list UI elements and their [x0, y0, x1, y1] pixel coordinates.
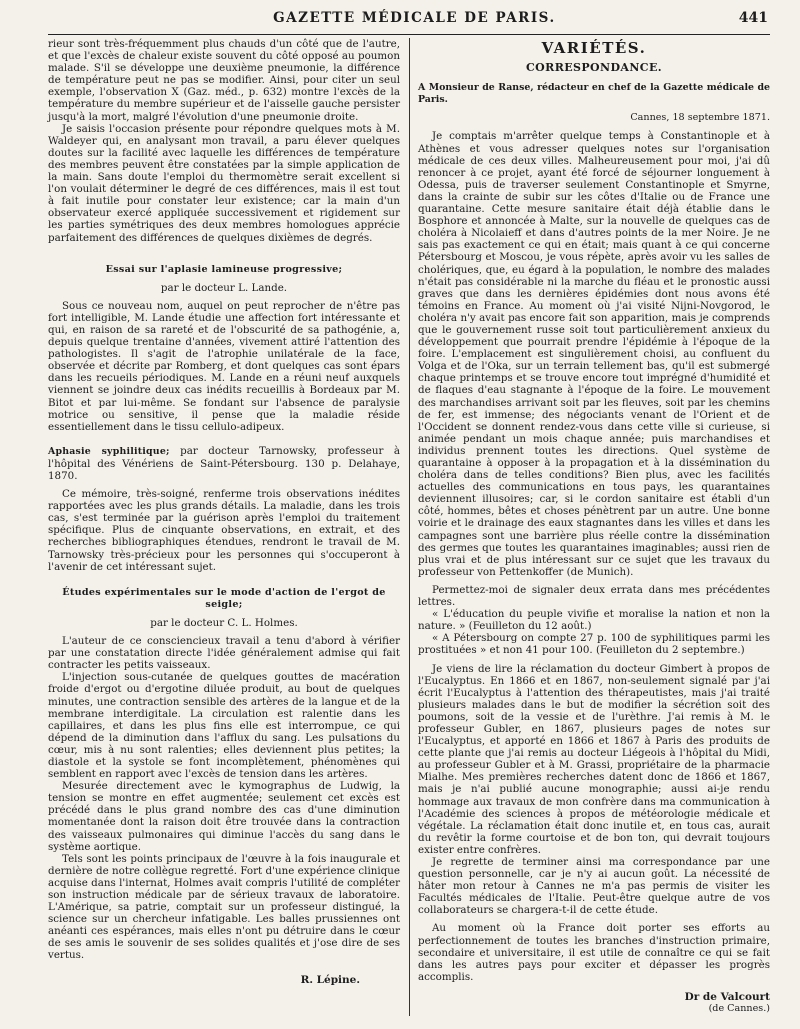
paragraph: rieur sont très-fréquemment plus chauds d'un côté que de l'autre, et que l'excès de chaleur existe souvent du côté opposé au poumon malade. S'il se développe une deuxième pneumonie, la différence de température peut ne pas se modifier. Ainsi, pour citer un seul exemple, l'observation X (Gaz. méd., p. 632) montre l'excès de la température du membre supérieur et de l'aisselle gauche persister jusqu'à la mort, malgré l'évolution d'une pneumonie droite. [48, 38, 400, 123]
paragraph: Je viens de lire la réclamation du docteur Gimbert à propos de l'Eucalyptus. En 1866 et en 1867, non-seulement signalé par j'ai écrit l'Eucalyptus à l'attention des thérapeutistes, mais j'ai traité plusieurs malades dans le but de modifier la sécrétion soit des poumons, soit de la vessie et de l'urèthre. J'ai remis à M. le professeur Gubler, en 1867, plusieurs pages de notes sur l'Eucalyptus, et apporté en 1866 et 1867 à Paris des produits de cette plante que j'ai remis au docteur Liégeois à l'hôpital du Midi, au professeur Gubler et à M. Grassi, propriétaire de la pharmacie Mialhe. Mes premières recherches datent donc de 1866 et 1867, mais je n'ai publié aucune monographie; aussi ai-je rendu hommage aux travaux de mon confrère dans ma communication à l'Académie des sciences à propos de météorologie médicale et végétale. La réclamation était donc inutile et, en tous cas, aurait du revêtir la forme courtoise et de bon ton, qui devrait toujours exister entre confrères. [418, 662, 770, 856]
paragraph: Permettez-moi de signaler deux errata dans mes précédentes lettres. [418, 583, 770, 609]
letter-signature: Dr de Valcourt [684, 990, 770, 1003]
review-author: par le docteur L. Lande. [160, 281, 288, 294]
paragraph: Je saisis l'occasion présente pour répondre quelques mots à M. Waldeyer qui, en analysant mon travail, a paru élever quelques doutes sur la facilité avec laquelle les différences de température des membres peuvent être constatées par la simple application de la main. Sans doute l'emploi du thermomètre serait excellent si l'on voulait déterminer le degré de ces différences, mais il est tout à fait inutile pour constater leur existence; car la main d'un observateur exercé appliquée successivement et rigidement sur les parties symétriques des deux membres homologues apprécie parfaitement des différences de quelques dixièmes de degrés. [48, 122, 400, 244]
author-signature: R. Lépine. [300, 973, 360, 986]
letter-location: (de Cannes.) [708, 1003, 770, 1015]
paragraph: « A Pétersbourg on compte 27 p. 100 de syphilitiques parmi les prostituées » et non 41 pour 100. (Feuilleton du 2 septembre.) [418, 632, 770, 657]
journal-title: GAZETTE MÉDICALE DE PARIS. [273, 10, 556, 26]
subsection-title: CORRESPONDANCE. [526, 61, 662, 75]
review-title: Aphasie syphilitique; [48, 445, 170, 457]
section-title: VARIÉTÉS. [541, 39, 647, 57]
paragraph: Tels sont les points principaux de l'œuvre à la fois inaugurale et dernière de notre collègue regretté. Fort d'une expérience clinique acquise dans l'internat, Holmes avait compris l'utilité de compléter son instruction médicale par de sérieux travaux de laboratoire. L'Amérique, sa patrie, comptait sur un professeur distingué, la science sur un chercheur infatigable. Les balles prussiennes ont anéanti ces espérances, mais elles n'ont pu détruire dans le cœur de ses amis le souvenir de ses solides qualités et j'ose dire de ses vertus. [48, 852, 400, 962]
paragraph: Je regrette de terminer ainsi ma correspondance par une question personnelle, car je n'y ai aucun goût. La nécessité de hâter mon retour à Cannes ne m'a pas permis de visiter les Facultés médicales de l'Italie. Peut-être quelque autre de vos collaborateurs se chargera-t-il de cette étude. [418, 856, 770, 917]
paragraph: Je comptais m'arrêter quelque temps à Constantinople et à Athènes et vous adresser quelques notes sur l'organisation médicale de ces deux villes. Malheureusement pour moi, j'ai dû renoncer à ce projet, ayant été forcé de séjourner longuement à Odessa, puis de traverser seulement Constantinople et Smyrne, dans la crainte de subir sur les côtes d'Italie ou de France une quarantaine. Cette mesure sanitaire était déjà établie dans le Bosphore et annoncée à Malte, sur la nouvelle de quelques cas de choléra à Nicolaieff et dans d'autres points de la mer Noire. Je ne sais pas exactement ce qui en était; mais quant à ce qui concerne Pétersbourg et Moscou, je vous répète, après avoir vu les salles de cholériques, que, eu égard à la population, le nombre des malades n'était pas considérable ni la marche du fléau et le pronostic aussi graves que dans les dernières épidémies dont nous avons été témoins en France. Au moment où j'ai visité Nijni-Novgorod, le choléra n'y avait pas encore fait son apparition, mais je comprends que le gouvernement russe soit tout particulièrement anxieux du développement que pourrait prendre l'épidémie à l'époque de la foire. L'emplacement est singulièrement choisi, au confluent du Volga et de l'Oka, sur un terrain tellement bas, qu'il est submergé chaque printemps et se trouve encore tout imprégné d'humidité et de flaques d'eau stagnante à l'époque de la foire. Le mouvement des marchandises arrivant soit par les fleuves, soit par les chemins de fer, est immense; des négociants venant de l'Orient et de l'Occident se donnent rendez-vous dans cette ville si curieuse, si animée pendant un mois chaque année; puis marchandises et individus prennent toutes les directions. Quel système de quarantaine à opposer à la propagation et à la dissémination du choléra dans de telles conditions? Bien plus, avec les facilités actuelles des communications en tous pays, les quarantaines deviennent illusoires; car, si le cordon sanitaire est établi d'un côté, hommes, bêtes et choses pénètrent par un autre. Une bonne voirie et le drainage des eaux stagnantes dans les villes et dans les campagnes sont une barrière plus réelle contre la dissémination des germes que toutes les quarantaines imaginables; aussi rien de plus vrai et de plus intéressant sur ce sujet que les travaux du professeur von Pettenkoffer (de Munich). [418, 130, 770, 578]
paragraph: Au moment où la France doit porter ses efforts au perfectionnement de toutes les branches d'instruction primaire, secondaire et universitaire, il est utile de connaître ce qui se fait dans les autres pays pour exciter et dépasser les progrès accomplis. [418, 922, 770, 983]
paragraph: Mesurée directement avec le kymographus de Ludwig, la tension se montre en effet augmentée; seulement cet excès est précédé dans le plus grand nombre des cas d'une diminution momentanée dont la raison doit être trouvée dans la contraction des vaisseaux pulmonaires qui diminue l'accès du sang dans le système aortique. [48, 780, 400, 853]
page-header [48, 10, 770, 35]
review-title: Études expérimentales sur le mode d'action de l'ergot de seigle; [62, 586, 386, 610]
letter-date: Cannes, 18 septembre 1871. [630, 112, 770, 124]
paragraph: L'auteur de ce consciencieux travail a tenu d'abord à vérifier par une constatation directe l'idée généralement admise qui fait contracter les petits vaisseaux. [48, 635, 400, 672]
paragraph: Sous ce nouveau nom, auquel on peut reprocher de n'être pas fort intelligible, M. Lande étudie une affection fort intéressante et qui, en raison de sa rareté et de l'obscurité de sa pathogénie, a, depuis quelque trentaine d'années, vivement attiré l'attention des pathologistes. Il s'agit de l'atrophie unilatérale de la face, observée et décrite par Romberg, et dont quelques cas sont épars dans les recueils périodiques. M. Lande en a réuni neuf auxquels viennent se joindre deux cas inédits recueillis à Bordeaux par M. Bitot et par lui-même. Se fondant sur l'absence de paralysie motrice ou sensitive, il pense que la maladie réside essentiellement dans le tissu cellulo-adipeux. [48, 299, 400, 433]
review-author: par le docteur C. L. Holmes. [150, 616, 298, 629]
review-heading [48, 445, 400, 482]
right-column [418, 38, 770, 1016]
page-number: 441 [738, 10, 768, 26]
paragraph: L'injection sous-cutanée de quelques gouttes de macération froide d'ergot ou d'ergotine diluée produit, au bout de quelques minutes, une contraction sensible des artères de la langue et de la membrane interdigitale. La circulation est ralentie dans les capillaires, et dans les plus fins elle est interrompue, ce qui dépend de la diminution dans l'afflux du sang. Les pulsations du cœur, mis à nu sont ralenties; elles deviennent plus petites; la diastole et la systole se font incomplètement, phénomènes qui semblent en rapport avec l'excès de tension dans les artères. [48, 671, 400, 781]
letter-address: A Monsieur de Ranse, rédacteur en chef de la Gazette médicale de Paris. [418, 82, 770, 106]
column-divider [409, 38, 410, 1016]
paragraph: « L'éducation du peuple vivifie et moralise la nation et non la nature. » (Feuilleton du 12 août.) [418, 608, 770, 633]
left-column [48, 38, 400, 1016]
review-reference: par docteur Tarnowsky, professeur à l'hôpital des Vénériens de Saint-Pétersbourg. 130 p. Delahaye, 1870. [48, 444, 400, 482]
paragraph: Ce mémoire, très-soigné, renferme trois observations inédites rapportées avec les plus grands détails. La maladie, dans les trois cas, s'est terminée par la guérison après l'emploi du traitement spécifique. Plus de cinquante observations, en extrait, et des recherches bibliographiques étendues, rendront le travail de M. Tarnowsky très-précieux pour les personnes qui s'occuperont à l'avenir de cet intéressant sujet. [48, 488, 400, 573]
review-title: Essai sur l'aplasie lamineuse progressive; [105, 263, 343, 275]
